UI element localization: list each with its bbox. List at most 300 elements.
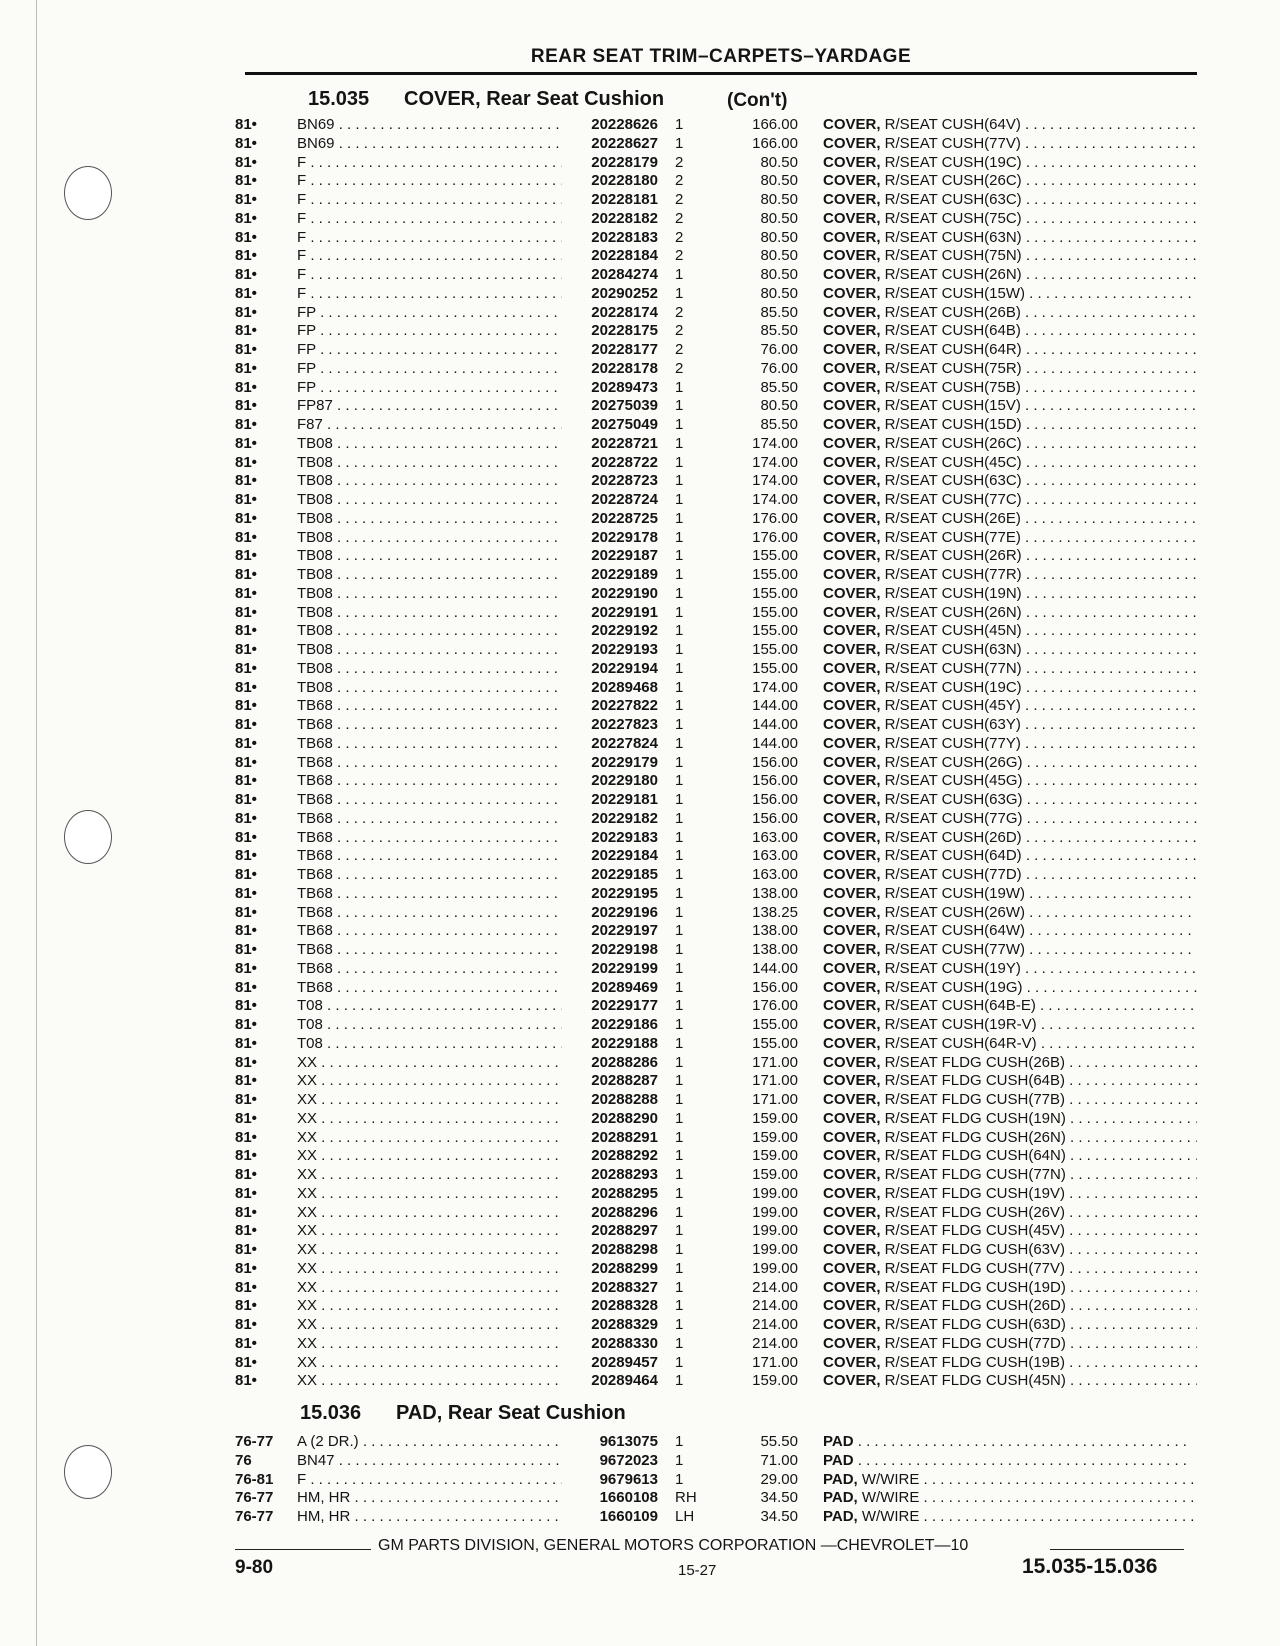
parts-table-15036 (235, 1433, 1197, 1527)
model-text: T08 (297, 1016, 323, 1033)
model-cell (297, 210, 562, 229)
model-text: TB08 (297, 491, 333, 508)
model-cell (297, 1489, 562, 1508)
year-cell: 81• (235, 1016, 257, 1033)
model-cell (297, 791, 562, 810)
model-cell (297, 1147, 562, 1166)
price-cell: 76.00 (760, 341, 798, 358)
part-number-cell: 20228184 (563, 247, 658, 266)
price-cell: 156.00 (752, 791, 798, 808)
quantity-cell: 1 (675, 378, 684, 396)
part-number-cell: 20229189 (563, 566, 658, 585)
quantity-cell: LH (675, 1508, 695, 1525)
quantity-cell: 1 (675, 584, 684, 602)
footer-page-number: 15-27 (678, 1562, 717, 1579)
description-cell (823, 566, 1197, 585)
description-cell (823, 529, 1197, 548)
description-bold: COVER, (823, 1072, 881, 1090)
table-row (235, 435, 1197, 454)
price-cell: 76.00 (760, 359, 798, 377)
part-number-cell: 20227823 (563, 716, 658, 735)
table-row (235, 866, 1197, 885)
model-text: F (297, 266, 307, 283)
margin-line (36, 0, 37, 1646)
model-cell (297, 1316, 562, 1335)
table-row (235, 229, 1197, 248)
price-cell: 34.50 (760, 1489, 798, 1507)
description-text: R/SEAT FLDG CUSH(63V) (880, 1241, 1065, 1258)
description-cell (823, 622, 1197, 641)
year-cell: 81• (235, 697, 257, 715)
table-row (235, 660, 1197, 679)
quantity-cell: RH (675, 1489, 697, 1507)
year-cell: 81• (235, 453, 257, 471)
year-cell: 81• (235, 228, 257, 246)
part-number-cell: 20284274 (563, 266, 658, 285)
part-number-cell: 20229187 (563, 547, 658, 566)
year-cell: 81• (235, 247, 257, 265)
section-title-15036 (300, 1402, 626, 1425)
year-cell: 76-77 (235, 1508, 274, 1525)
model-text: F (297, 209, 307, 227)
part-number-cell: 20228174 (563, 304, 658, 323)
description-cell (823, 641, 1197, 660)
year-cell: 81• (235, 491, 257, 508)
part-number-cell: 20229183 (563, 829, 658, 848)
table-row (235, 604, 1197, 623)
model-cell (297, 1335, 562, 1354)
description-cell (823, 1297, 1197, 1316)
description-text: R/SEAT CUSH(63N) (880, 228, 1022, 246)
model-text: TB08 (297, 434, 333, 452)
description-cell (823, 1091, 1197, 1110)
description-bold: COVER, (823, 641, 881, 658)
quantity-cell: 1 (675, 1241, 684, 1258)
price-cell: 71.00 (760, 1451, 798, 1469)
price-cell: 80.50 (760, 191, 798, 208)
description-text: R/SEAT FLDG CUSH(19V) (880, 1184, 1065, 1202)
price-cell: 144.00 (752, 959, 798, 977)
model-cell (297, 810, 562, 829)
quantity-cell: 1 (675, 1278, 684, 1296)
description-bold: COVER, (823, 997, 881, 1015)
model-cell (297, 866, 562, 885)
year-cell: 81• (235, 959, 257, 977)
quantity-cell: 1 (675, 1316, 684, 1333)
model-text: HM, HR (297, 1508, 351, 1525)
description-text: R/SEAT CUSH(77N) (880, 659, 1022, 677)
table-row (235, 1129, 1197, 1148)
description-cell (823, 1204, 1197, 1223)
year-cell: 81• (235, 1316, 257, 1333)
model-cell (297, 679, 562, 698)
part-number-cell: 20229180 (563, 772, 658, 791)
model-text: BN47 (297, 1451, 335, 1469)
description-text: R/SEAT CUSH(19C) (880, 153, 1022, 171)
year-cell: 81• (235, 359, 257, 377)
part-number-cell: 20229188 (563, 1035, 658, 1054)
description-cell (823, 116, 1197, 135)
description-text: R/SEAT FLDG CUSH(19B) (880, 1353, 1065, 1371)
model-cell (297, 416, 562, 435)
description-cell (823, 135, 1197, 154)
year-cell: 81• (235, 547, 257, 565)
description-text: R/SEAT FLDG CUSH(19D) (880, 1278, 1066, 1296)
description-bold: COVER, (823, 116, 881, 133)
description-cell (823, 810, 1197, 829)
description-bold: COVER, (823, 1184, 881, 1202)
description-text: W/WIRE (857, 1470, 920, 1488)
year-cell: 81• (235, 1222, 257, 1240)
model-text: TB08 (297, 528, 333, 546)
price-cell: 156.00 (752, 809, 798, 827)
description-cell (823, 1354, 1197, 1373)
description-cell (823, 1471, 1197, 1490)
quantity-cell: 1 (675, 1372, 684, 1390)
description-text: R/SEAT CUSH(19G) (880, 978, 1023, 996)
description-bold: COVER, (823, 847, 881, 865)
model-cell (297, 172, 562, 191)
description-text: R/SEAT FLDG CUSH(77V) (880, 1259, 1065, 1277)
description-bold: COVER, (823, 284, 881, 302)
model-cell (297, 1508, 562, 1527)
price-cell: 171.00 (752, 1353, 798, 1371)
model-cell (297, 1072, 562, 1091)
description-bold: COVER, (823, 716, 881, 733)
quantity-cell: 1 (675, 1203, 684, 1221)
description-bold: COVER, (823, 172, 881, 190)
description-cell (823, 1222, 1197, 1241)
model-cell (297, 247, 562, 266)
quantity-cell: 1 (675, 1128, 684, 1146)
price-cell: 174.00 (752, 678, 798, 696)
table-row (235, 322, 1197, 341)
model-text: TB68 (297, 753, 333, 771)
description-text: R/SEAT CUSH(45N) (880, 622, 1022, 640)
table-row (235, 1452, 1197, 1471)
price-cell: 159.00 (752, 1166, 798, 1183)
price-cell: 166.00 (752, 134, 798, 152)
quantity-cell: 1 (675, 1222, 684, 1240)
description-bold: COVER, (823, 866, 881, 883)
description-cell (823, 1054, 1197, 1073)
description-bold: COVER, (823, 228, 881, 246)
description-cell (823, 1241, 1197, 1260)
table-row (235, 679, 1197, 698)
part-number-cell: 20289473 (563, 379, 658, 398)
description-cell (823, 191, 1197, 210)
quantity-cell: 1 (675, 1109, 684, 1127)
description-text: R/SEAT CUSH(75B) (880, 378, 1021, 396)
model-text: FP (297, 303, 316, 321)
quantity-cell: 1 (675, 1297, 684, 1315)
table-row (235, 210, 1197, 229)
year-cell: 81• (235, 416, 257, 433)
part-number-cell: 20229199 (563, 960, 658, 979)
model-cell (297, 116, 562, 135)
section-number: 15.036 (300, 1402, 362, 1424)
model-cell (297, 1204, 562, 1223)
model-text: TB08 (297, 641, 333, 658)
part-number-cell: 20229192 (563, 622, 658, 641)
price-cell: 199.00 (752, 1241, 798, 1258)
description-text: R/SEAT FLDG CUSH(77B) (880, 1091, 1065, 1108)
model-text: TB68 (297, 809, 333, 827)
year-cell: 81• (235, 1372, 257, 1390)
part-number-cell: 20228177 (563, 341, 658, 360)
model-text: BN69 (297, 134, 335, 152)
year-cell: 81• (235, 603, 257, 621)
price-cell: 144.00 (752, 716, 798, 733)
table-row (235, 979, 1197, 998)
quantity-cell: 1 (675, 922, 684, 940)
price-cell: 80.50 (760, 284, 798, 302)
quantity-cell: 1 (675, 491, 684, 508)
model-text: T08 (297, 997, 323, 1015)
table-row (235, 1471, 1197, 1490)
model-cell (297, 154, 562, 173)
year-cell: 81• (235, 922, 257, 940)
description-text: R/SEAT CUSH(45Y) (880, 697, 1021, 715)
quantity-cell: 1 (675, 641, 684, 658)
description-bold: COVER, (823, 397, 881, 415)
part-number-cell: 20228723 (563, 472, 658, 491)
quantity-cell: 1 (675, 547, 684, 565)
table-row (235, 1508, 1197, 1527)
price-cell: 80.50 (760, 397, 798, 415)
price-cell: 156.00 (752, 772, 798, 790)
model-cell (297, 472, 562, 491)
price-cell: 159.00 (752, 1147, 798, 1165)
year-cell: 81• (235, 1259, 257, 1277)
price-cell: 174.00 (752, 453, 798, 471)
price-cell: 138.00 (752, 922, 798, 940)
model-cell (297, 1297, 562, 1316)
quantity-cell: 1 (675, 434, 684, 452)
continued-label: (Con't) (727, 90, 788, 111)
description-text: R/SEAT FLDG CUSH(26N) (880, 1128, 1066, 1146)
year-cell: 81• (235, 303, 257, 321)
description-bold: COVER, (823, 1241, 881, 1258)
price-cell: 159.00 (752, 1128, 798, 1146)
model-cell (297, 622, 562, 641)
year-cell: 81• (235, 622, 257, 640)
model-text: TB68 (297, 903, 333, 921)
description-cell (823, 754, 1197, 773)
model-cell (297, 322, 562, 341)
model-text: HM, HR (297, 1489, 351, 1507)
model-text: TB68 (297, 884, 333, 902)
part-number-cell: 20229194 (563, 660, 658, 679)
model-text: XX (297, 1259, 318, 1277)
model-text: F (297, 191, 307, 208)
quantity-cell: 1 (675, 116, 684, 133)
description-bold: COVER, (823, 922, 881, 940)
description-bold: COVER, (823, 884, 881, 902)
quantity-cell: 1 (675, 659, 684, 677)
description-bold: COVER, (823, 697, 881, 715)
model-cell (297, 754, 562, 773)
quantity-cell: 2 (675, 209, 684, 227)
part-number-cell: 20229193 (563, 641, 658, 660)
description-bold: COVER, (823, 903, 881, 921)
part-number-cell: 20229191 (563, 604, 658, 623)
description-text: R/SEAT CUSH(77Y) (880, 734, 1021, 752)
description-cell (823, 341, 1197, 360)
description-cell (823, 547, 1197, 566)
model-text: TB68 (297, 734, 333, 752)
model-cell (297, 847, 562, 866)
part-number-cell: 20288291 (563, 1129, 658, 1148)
table-row (235, 1016, 1197, 1035)
description-bold: COVER, (823, 303, 881, 321)
table-row (235, 416, 1197, 435)
model-text: TB08 (297, 622, 333, 640)
description-bold: COVER, (823, 416, 881, 433)
table-row (235, 829, 1197, 848)
part-number-cell: 20228725 (563, 510, 658, 529)
description-bold: COVER, (823, 753, 881, 771)
table-row (235, 510, 1197, 529)
description-cell (823, 604, 1197, 623)
model-cell (297, 979, 562, 998)
price-cell: 138.00 (752, 884, 798, 902)
part-number-cell: 20288297 (563, 1222, 658, 1241)
year-cell: 81• (235, 884, 257, 902)
description-bold: COVER, (823, 453, 881, 471)
table-row (235, 341, 1197, 360)
part-number-cell: 20229177 (563, 997, 658, 1016)
year-cell: 81• (235, 1091, 257, 1108)
price-cell: 214.00 (752, 1278, 798, 1296)
table-row (235, 454, 1197, 473)
model-cell (297, 510, 562, 529)
part-number-cell: 20288290 (563, 1110, 658, 1129)
year-cell: 76-81 (235, 1470, 274, 1488)
table-row (235, 1354, 1197, 1373)
quantity-cell: 2 (675, 247, 684, 265)
description-text: R/SEAT CUSH(26C) (880, 434, 1022, 452)
year-cell: 81• (235, 809, 257, 827)
year-cell: 81• (235, 1297, 257, 1315)
price-cell: 214.00 (752, 1334, 798, 1352)
quantity-cell: 1 (675, 828, 684, 846)
table-row (235, 1372, 1197, 1391)
year-cell: 81• (235, 191, 257, 208)
model-cell (297, 997, 562, 1016)
description-bold: COVER, (823, 509, 881, 527)
description-text: R/SEAT CUSH(45C) (880, 453, 1022, 471)
year-cell: 81• (235, 209, 257, 227)
year-cell: 81• (235, 1334, 257, 1352)
price-cell: 199.00 (752, 1259, 798, 1277)
model-cell (297, 941, 562, 960)
model-text: TB68 (297, 791, 333, 808)
table-row (235, 135, 1197, 154)
model-text: XX (297, 1053, 318, 1071)
quantity-cell: 1 (675, 1353, 684, 1371)
description-cell (823, 435, 1197, 454)
part-number-cell: 20288293 (563, 1166, 658, 1185)
description-text: R/SEAT CUSH(77E) (880, 528, 1021, 546)
table-row (235, 547, 1197, 566)
model-cell (297, 585, 562, 604)
quantity-cell: 1 (675, 1166, 684, 1183)
table-row (235, 116, 1197, 135)
price-cell: 176.00 (752, 509, 798, 527)
description-bold: COVER, (823, 566, 881, 583)
model-text: TB68 (297, 772, 333, 790)
description-cell (823, 1316, 1197, 1335)
price-cell: 166.00 (752, 116, 798, 133)
quantity-cell: 1 (675, 1184, 684, 1202)
description-text: R/SEAT CUSH(77V) (880, 134, 1021, 152)
part-number-cell: 20227824 (563, 735, 658, 754)
table-row (235, 772, 1197, 791)
price-cell: 155.00 (752, 659, 798, 677)
quantity-cell: 1 (675, 772, 684, 790)
quantity-cell: 1 (675, 1259, 684, 1277)
description-cell (823, 772, 1197, 791)
description-bold: COVER, (823, 1278, 881, 1296)
table-row (235, 1054, 1197, 1073)
year-cell: 81• (235, 1072, 257, 1090)
description-text: R/SEAT CUSH(64R) (880, 341, 1022, 358)
table-row (235, 791, 1197, 810)
table-row (235, 1279, 1197, 1298)
table-row (235, 1241, 1197, 1260)
model-text: TB08 (297, 566, 333, 583)
table-row (235, 1035, 1197, 1054)
model-cell (297, 1129, 562, 1148)
description-bold: COVER, (823, 1259, 881, 1277)
description-cell (823, 885, 1197, 904)
table-row (235, 266, 1197, 285)
part-number-cell: 20228178 (563, 360, 658, 379)
part-number-cell: 20288287 (563, 1072, 658, 1091)
description-bold: COVER, (823, 1334, 881, 1352)
price-cell: 214.00 (752, 1297, 798, 1315)
model-text: A (2 DR.) (297, 1433, 359, 1450)
description-cell (823, 1260, 1197, 1279)
description-text: R/SEAT CUSH(26B) (880, 303, 1021, 321)
quantity-cell: 1 (675, 866, 684, 883)
part-number-cell: 20229190 (563, 585, 658, 604)
year-cell: 81• (235, 1166, 257, 1183)
price-cell: 163.00 (752, 847, 798, 865)
description-cell (823, 960, 1197, 979)
price-cell: 85.50 (760, 378, 798, 396)
price-cell: 174.00 (752, 491, 798, 508)
price-cell: 85.50 (760, 416, 798, 433)
description-bold: COVER, (823, 941, 881, 958)
description-bold: COVER, (823, 1016, 881, 1033)
price-cell: 159.00 (752, 1372, 798, 1390)
table-row (235, 566, 1197, 585)
quantity-cell: 1 (675, 528, 684, 546)
table-row (235, 997, 1197, 1016)
quantity-cell: 1 (675, 753, 684, 771)
description-cell (823, 379, 1197, 398)
description-cell (823, 1372, 1197, 1391)
year-cell: 81• (235, 659, 257, 677)
quantity-cell: 1 (675, 697, 684, 715)
part-number-cell: 20228182 (563, 210, 658, 229)
price-cell: 156.00 (752, 978, 798, 996)
description-bold: COVER, (823, 1372, 881, 1390)
year-cell: 81• (235, 1128, 257, 1146)
description-cell (823, 1433, 1197, 1452)
